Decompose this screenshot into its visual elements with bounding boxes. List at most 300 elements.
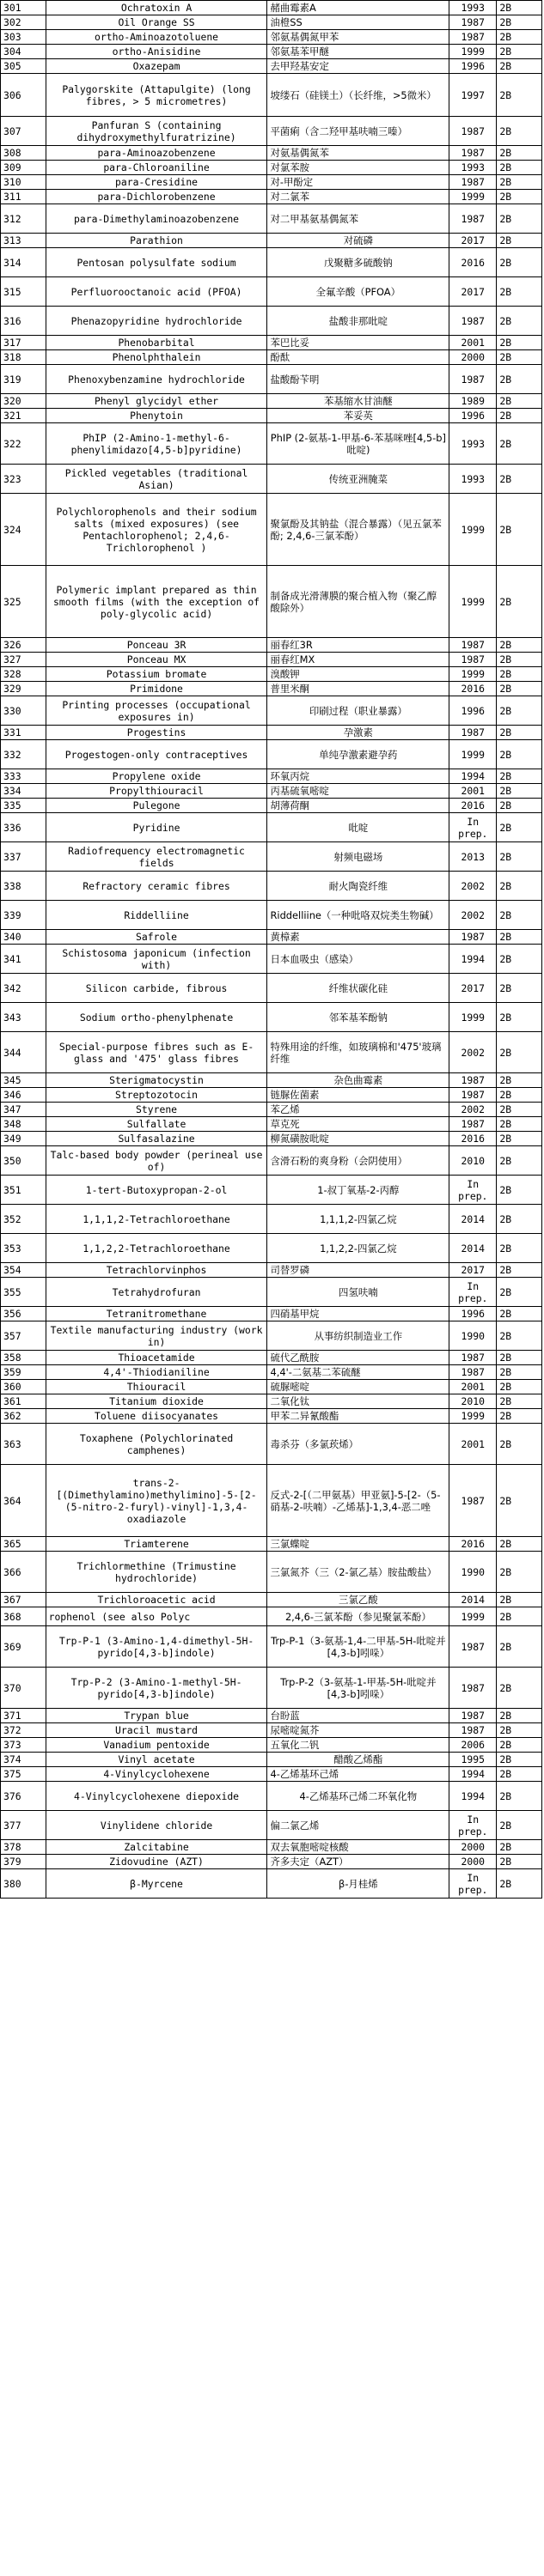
agent-english-name: Schistosoma japonicum (infection with) — [46, 945, 267, 974]
agent-english-name: Panfuran S (containing dihydroxymethylfuratrizine) — [46, 117, 267, 146]
table-row — [1, 1234, 542, 1263]
iarc-group: 2B — [497, 190, 542, 204]
evaluation-year: 1987 — [449, 365, 497, 394]
evaluation-year: 1999 — [449, 1003, 497, 1032]
agent-chinese-name: 坡缕石（硅镁土）（长纤维，>5微米） — [267, 74, 449, 117]
iarc-group: 2B — [497, 1552, 542, 1593]
iarc-group: 2B — [497, 494, 542, 566]
agent-chinese-name: 对硫磷 — [267, 234, 449, 248]
row-number: 330 — [1, 696, 46, 726]
row-number: 347 — [1, 1103, 46, 1117]
agent-english-name: Phenobarbital — [46, 336, 267, 350]
evaluation-year: 2016 — [449, 682, 497, 696]
agent-chinese-name: PhIP (2-氨基-1-甲基-6-苯基咪唑[4,5-b]吡啶) — [267, 423, 449, 465]
iarc-group: 2B — [497, 1409, 542, 1424]
iarc-group: 2B — [497, 248, 542, 277]
iarc-group: 2B — [497, 653, 542, 667]
row-number: 372 — [1, 1723, 46, 1738]
evaluation-year: 2017 — [449, 974, 497, 1003]
table-row — [1, 15, 542, 30]
iarc-group: 2B — [497, 1767, 542, 1782]
row-number: 309 — [1, 161, 46, 175]
agent-chinese-name: 草克死 — [267, 1117, 449, 1132]
evaluation-year: 2016 — [449, 248, 497, 277]
evaluation-year: 2010 — [449, 1394, 497, 1409]
table-row — [1, 1146, 542, 1176]
iarc-group: 2B — [497, 365, 542, 394]
agent-english-name: Ponceau 3R — [46, 638, 267, 653]
iarc-group: 2B — [497, 161, 542, 175]
evaluation-year: 1994 — [449, 769, 497, 784]
evaluation-year: 1987 — [449, 307, 497, 336]
table-row — [1, 682, 542, 696]
iarc-group: 2B — [497, 1394, 542, 1409]
evaluation-year: 2014 — [449, 1234, 497, 1263]
iarc-group: 2B — [497, 1380, 542, 1394]
row-number: 304 — [1, 45, 46, 59]
agent-english-name: Silicon carbide, fibrous — [46, 974, 267, 1003]
evaluation-year: 1987 — [449, 1088, 497, 1103]
agent-chinese-name: 赭曲霉素A — [267, 1, 449, 15]
iarc-group: 2B — [497, 146, 542, 161]
agent-chinese-name: 对二氯苯 — [267, 190, 449, 204]
row-number: 374 — [1, 1753, 46, 1767]
agent-english-name: Radiofrequency electromagnetic fields — [46, 842, 267, 872]
iarc-group: 2B — [497, 769, 542, 784]
evaluation-year: 2000 — [449, 350, 497, 365]
agent-chinese-name: 胡薄荷酮 — [267, 799, 449, 813]
row-number: 363 — [1, 1424, 46, 1465]
table-row — [1, 1307, 542, 1321]
iarc-group: 2B — [497, 740, 542, 769]
agent-chinese-name: 对氨基偶氮苯 — [267, 146, 449, 161]
row-number: 360 — [1, 1380, 46, 1394]
iarc-group: 2B — [497, 45, 542, 59]
table-row — [1, 1709, 542, 1723]
row-number: 331 — [1, 726, 46, 740]
row-number: 369 — [1, 1626, 46, 1668]
evaluation-year: 1996 — [449, 409, 497, 423]
iarc-group: 2B — [497, 1032, 542, 1073]
evaluation-year: 1997 — [449, 74, 497, 117]
iarc-group: 2B — [497, 813, 542, 842]
agent-english-name: para-Chloroaniline — [46, 161, 267, 175]
table-row — [1, 465, 542, 494]
row-number: 318 — [1, 350, 46, 365]
row-number: 323 — [1, 465, 46, 494]
agent-english-name: para-Dimethylaminoazobenzene — [46, 204, 267, 234]
agent-chinese-name: 链脲佐菌素 — [267, 1088, 449, 1103]
evaluation-year: 1993 — [449, 161, 497, 175]
table-row — [1, 842, 542, 872]
agent-english-name: Oxazepam — [46, 59, 267, 74]
iarc-group: 2B — [497, 204, 542, 234]
evaluation-year: 1993 — [449, 465, 497, 494]
evaluation-year: 1999 — [449, 1607, 497, 1626]
evaluation-year: 1987 — [449, 930, 497, 945]
agent-english-name: Streptozotocin — [46, 1088, 267, 1103]
table-row — [1, 30, 542, 45]
iarc-group: 2B — [497, 638, 542, 653]
agent-english-name: Pyridine — [46, 813, 267, 842]
row-number: 313 — [1, 234, 46, 248]
evaluation-year: 2016 — [449, 799, 497, 813]
agent-chinese-name: 三氯氮芥（三（2-氯乙基）胺盐酸盐） — [267, 1552, 449, 1593]
agent-chinese-name: 特殊用途的纤维，如玻璃棉和'475'玻璃纤维 — [267, 1032, 449, 1073]
evaluation-year: 1987 — [449, 653, 497, 667]
evaluation-year: 2006 — [449, 1738, 497, 1753]
agent-chinese-name: 4-乙烯基环己烯二环氧化物 — [267, 1782, 449, 1811]
evaluation-year: 2010 — [449, 1146, 497, 1176]
table-row — [1, 1811, 542, 1840]
iarc-group: 2B — [497, 1321, 542, 1351]
row-number: 358 — [1, 1351, 46, 1365]
agent-english-name: Phenazopyridine hydrochloride — [46, 307, 267, 336]
agent-english-name: Talc-based body powder (perineal use of) — [46, 1146, 267, 1176]
row-number: 364 — [1, 1465, 46, 1537]
agent-chinese-name: 对二甲基氨基偶氮苯 — [267, 204, 449, 234]
iarc-group: 2B — [497, 1607, 542, 1626]
agent-english-name: Vinylidene chloride — [46, 1811, 267, 1840]
agent-english-name: Textile manufacturing industry (work in) — [46, 1321, 267, 1351]
agent-english-name: Sterigmatocystin — [46, 1073, 267, 1088]
row-number: 326 — [1, 638, 46, 653]
evaluation-year: 1996 — [449, 59, 497, 74]
iarc-group: 2B — [497, 1351, 542, 1365]
iarc-group: 2B — [497, 930, 542, 945]
agent-chinese-name: 五氧化二钒 — [267, 1738, 449, 1753]
iarc-group: 2B — [497, 1073, 542, 1088]
agent-chinese-name: 含滑石粉的爽身粉（会阴使用） — [267, 1146, 449, 1176]
evaluation-year: 1999 — [449, 667, 497, 682]
agent-chinese-name: 孕激素 — [267, 726, 449, 740]
table-row — [1, 59, 542, 74]
row-number: 359 — [1, 1365, 46, 1380]
evaluation-year: 1987 — [449, 1709, 497, 1723]
agent-chinese-name: 甲苯二异氰酸酯 — [267, 1409, 449, 1424]
agent-chinese-name: 全氟辛酸（PFOA） — [267, 277, 449, 307]
table-row — [1, 1003, 542, 1032]
evaluation-year: 1987 — [449, 1668, 497, 1709]
table-row — [1, 307, 542, 336]
agent-chinese-name: 苯基缩水甘油醚 — [267, 394, 449, 409]
table-row — [1, 1537, 542, 1552]
agent-chinese-name: 盐酸酚苄明 — [267, 365, 449, 394]
agent-chinese-name: 偏二氯乙烯 — [267, 1811, 449, 1840]
agent-english-name: Tetrachlorvinphos — [46, 1263, 267, 1278]
row-number: 378 — [1, 1840, 46, 1855]
iarc-group: 2B — [497, 1132, 542, 1146]
agent-chinese-name: 4,4'-二氨基二苯硫醚 — [267, 1365, 449, 1380]
iarc-group: 2B — [497, 566, 542, 638]
agent-english-name: Thioacetamide — [46, 1351, 267, 1365]
agent-english-name: Trypan blue — [46, 1709, 267, 1723]
agent-chinese-name: 油橙SS — [267, 15, 449, 30]
row-number: 321 — [1, 409, 46, 423]
evaluation-year: 1987 — [449, 1465, 497, 1537]
table-row — [1, 945, 542, 974]
evaluation-year: 1996 — [449, 1307, 497, 1321]
row-number: 345 — [1, 1073, 46, 1088]
iarc-group: 2B — [497, 1869, 542, 1899]
evaluation-year: 1987 — [449, 117, 497, 146]
evaluation-year: 1987 — [449, 1365, 497, 1380]
agent-chinese-name: 邻苯基苯酚钠 — [267, 1003, 449, 1032]
agent-chinese-name: 耐火陶瓷纤维 — [267, 872, 449, 901]
evaluation-year: 1987 — [449, 204, 497, 234]
iarc-group: 2B — [497, 307, 542, 336]
row-number: 375 — [1, 1767, 46, 1782]
agent-chinese-name: 三氯乙酸 — [267, 1593, 449, 1607]
table-row — [1, 930, 542, 945]
evaluation-year: 1987 — [449, 726, 497, 740]
table-row — [1, 74, 542, 117]
iarc-group: 2B — [497, 15, 542, 30]
table-row — [1, 1088, 542, 1103]
agent-english-name: Triamterene — [46, 1537, 267, 1552]
row-number: 301 — [1, 1, 46, 15]
carcinogen-table-body — [1, 1, 542, 1899]
iarc-group: 2B — [497, 409, 542, 423]
row-number: 305 — [1, 59, 46, 74]
iarc-group: 2B — [497, 175, 542, 190]
agent-english-name: Potassium bromate — [46, 667, 267, 682]
agent-chinese-name: 酚酞 — [267, 350, 449, 365]
row-number: 365 — [1, 1537, 46, 1552]
agent-english-name: para-Aminoazobenzene — [46, 146, 267, 161]
agent-english-name: Trp-P-2 (3-Amino-1-methyl-5H-pyrido[4,3-b]indole) — [46, 1668, 267, 1709]
agent-chinese-name: 平菌痢（含二羟甲基呋喃三嗪） — [267, 117, 449, 146]
agent-chinese-name: 戊聚糖多硫酸钠 — [267, 248, 449, 277]
agent-chinese-name: 印刷过程（职业暴露） — [267, 696, 449, 726]
agent-chinese-name: 四氢呋喃 — [267, 1278, 449, 1307]
agent-chinese-name: 丙基硫氧嘧啶 — [267, 784, 449, 799]
iarc-group: 2B — [497, 842, 542, 872]
agent-english-name: Trichloroacetic acid — [46, 1593, 267, 1607]
row-number: 312 — [1, 204, 46, 234]
table-row — [1, 117, 542, 146]
evaluation-year: 1987 — [449, 30, 497, 45]
row-number: 362 — [1, 1409, 46, 1424]
agent-english-name: Styrene — [46, 1103, 267, 1117]
agent-english-name: Polychlorophenols and their sodium salts (mixed exposures) (see Pentachlorophenol; 2,4,6-Trichlorophenol ) — [46, 494, 267, 566]
table-row — [1, 161, 542, 175]
iarc-group: 2B — [497, 1205, 542, 1234]
iarc-group: 2B — [497, 945, 542, 974]
iarc-group: 2B — [497, 1117, 542, 1132]
iarc-group: 2B — [497, 1176, 542, 1205]
row-number: 329 — [1, 682, 46, 696]
row-number: 354 — [1, 1263, 46, 1278]
table-row — [1, 1782, 542, 1811]
agent-chinese-name: 传统亚洲腌菜 — [267, 465, 449, 494]
table-row — [1, 1117, 542, 1132]
agent-chinese-name: 普里米酮 — [267, 682, 449, 696]
table-row — [1, 740, 542, 769]
table-row — [1, 1738, 542, 1753]
evaluation-year: 2002 — [449, 1103, 497, 1117]
agent-chinese-name: 吡啶 — [267, 813, 449, 842]
agent-english-name: ortho-Anisidine — [46, 45, 267, 59]
iarc-group: 2B — [497, 667, 542, 682]
row-number: 352 — [1, 1205, 46, 1234]
table-row — [1, 1351, 542, 1365]
table-row — [1, 175, 542, 190]
iarc-group: 2B — [497, 1263, 542, 1278]
row-number: 308 — [1, 146, 46, 161]
evaluation-year: 2001 — [449, 1380, 497, 1394]
iarc-group: 2B — [497, 1723, 542, 1738]
table-row — [1, 1321, 542, 1351]
row-number: 327 — [1, 653, 46, 667]
table-row — [1, 1767, 542, 1782]
agent-chinese-name: 四硝基甲烷 — [267, 1307, 449, 1321]
row-number: 335 — [1, 799, 46, 813]
iarc-group: 2B — [497, 1593, 542, 1607]
row-number: 314 — [1, 248, 46, 277]
agent-chinese-name: 1,1,1,2-四氯乙烷 — [267, 1205, 449, 1234]
agent-chinese-name: 对氯苯胺 — [267, 161, 449, 175]
agent-english-name: para-Dichlorobenzene — [46, 190, 267, 204]
table-row — [1, 1263, 542, 1278]
row-number: 319 — [1, 365, 46, 394]
row-number: 342 — [1, 974, 46, 1003]
table-row — [1, 1103, 542, 1117]
evaluation-year: 1994 — [449, 1782, 497, 1811]
row-number: 355 — [1, 1278, 46, 1307]
agent-english-name: 4,4'-Thiodianiline — [46, 1365, 267, 1380]
agent-english-name: Safrole — [46, 930, 267, 945]
agent-english-name: rophenol (see also Polyc — [46, 1607, 267, 1626]
table-row — [1, 409, 542, 423]
agent-english-name: Ponceau MX — [46, 653, 267, 667]
row-number: 341 — [1, 945, 46, 974]
agent-chinese-name: 聚氯酚及其钠盐（混合暴露）（见五氯苯酚; 2,4,6-三氯苯酚） — [267, 494, 449, 566]
agent-english-name: Thiouracil — [46, 1380, 267, 1394]
table-row — [1, 974, 542, 1003]
evaluation-year: 2001 — [449, 784, 497, 799]
iarc-group: 2B — [497, 1840, 542, 1855]
iarc-group: 2B — [497, 1003, 542, 1032]
row-number: 371 — [1, 1709, 46, 1723]
agent-english-name: Tetranitromethane — [46, 1307, 267, 1321]
row-number: 353 — [1, 1234, 46, 1263]
iarc-group: 2B — [497, 1782, 542, 1811]
table-row — [1, 365, 542, 394]
evaluation-year: 1993 — [449, 1, 497, 15]
agent-chinese-name: 硫代乙酰胺 — [267, 1351, 449, 1365]
agent-chinese-name: 盐酸非那吡啶 — [267, 307, 449, 336]
row-number: 333 — [1, 769, 46, 784]
agent-english-name: 1,1,1,2-Tetrachloroethane — [46, 1205, 267, 1234]
iarc-group: 2B — [497, 350, 542, 365]
agent-chinese-name: 1,1,2,2-四氯乙烷 — [267, 1234, 449, 1263]
agent-english-name: Ochratoxin A — [46, 1, 267, 15]
table-row — [1, 769, 542, 784]
evaluation-year: 1994 — [449, 1767, 497, 1782]
table-row — [1, 1424, 542, 1465]
table-row — [1, 1032, 542, 1073]
agent-chinese-name: 丽春红3R — [267, 638, 449, 653]
agent-english-name: Vanadium pentoxide — [46, 1738, 267, 1753]
row-number: 310 — [1, 175, 46, 190]
evaluation-year: 1987 — [449, 1626, 497, 1668]
evaluation-year: In prep. — [449, 1278, 497, 1307]
agent-english-name: Polymeric implant prepared as thin smooth films (with the exception of poly-glycolic acid) — [46, 566, 267, 638]
evaluation-year: 1995 — [449, 1753, 497, 1767]
iarc-group: 2B — [497, 1088, 542, 1103]
table-row — [1, 1668, 542, 1709]
agent-english-name: Phenolphthalein — [46, 350, 267, 365]
row-number: 311 — [1, 190, 46, 204]
agent-chinese-name: 司替罗磷 — [267, 1263, 449, 1278]
row-number: 367 — [1, 1593, 46, 1607]
agent-chinese-name: Trp-P-2（3-氨基-1-甲基-5H-吡啶并[4,3-b]吲哚） — [267, 1668, 449, 1709]
agent-english-name: 4-Vinylcyclohexene — [46, 1767, 267, 1782]
agent-english-name: Refractory ceramic fibres — [46, 872, 267, 901]
row-number: 338 — [1, 872, 46, 901]
row-number: 373 — [1, 1738, 46, 1753]
row-number: 379 — [1, 1855, 46, 1869]
agent-chinese-name: 反式-2-[（二甲氨基）甲亚氨]-5-[2-（5-硝基-2-呋喃）-乙烯基]-1,3,4-恶二唑 — [267, 1465, 449, 1537]
evaluation-year: 2002 — [449, 1032, 497, 1073]
evaluation-year: 2017 — [449, 234, 497, 248]
agent-english-name: Palygorskite (Attapulgite) (long fibres, > 5 micrometres) — [46, 74, 267, 117]
evaluation-year: 1987 — [449, 638, 497, 653]
iarc-group: 2B — [497, 901, 542, 930]
agent-chinese-name: 丽春红MX — [267, 653, 449, 667]
row-number: 339 — [1, 901, 46, 930]
agent-english-name: Special-purpose fibres such as E-glass and '475' glass fibres — [46, 1032, 267, 1073]
iarc-group: 2B — [497, 465, 542, 494]
table-row — [1, 423, 542, 465]
iarc-group: 2B — [497, 59, 542, 74]
table-row — [1, 1626, 542, 1668]
table-row — [1, 901, 542, 930]
row-number: 334 — [1, 784, 46, 799]
iarc-group: 2B — [497, 30, 542, 45]
evaluation-year: 2016 — [449, 1537, 497, 1552]
table-row — [1, 45, 542, 59]
row-number: 307 — [1, 117, 46, 146]
agent-chinese-name: Riddelliine（一种吡咯双烷类生物碱） — [267, 901, 449, 930]
iarc-group: 2B — [497, 394, 542, 409]
agent-chinese-name: 日本血吸虫（感染） — [267, 945, 449, 974]
row-number: 351 — [1, 1176, 46, 1205]
agent-english-name: 1-tert-Butoxypropan-2-ol — [46, 1176, 267, 1205]
agent-chinese-name: 毒杀芬（多氯莰烯） — [267, 1424, 449, 1465]
table-row — [1, 1840, 542, 1855]
agent-english-name: Riddelliine — [46, 901, 267, 930]
row-number: 366 — [1, 1552, 46, 1593]
table-row — [1, 1278, 542, 1307]
agent-chinese-name: β-月桂烯 — [267, 1869, 449, 1899]
agent-chinese-name: 溴酸钾 — [267, 667, 449, 682]
table-row — [1, 1380, 542, 1394]
evaluation-year: 1989 — [449, 394, 497, 409]
evaluation-year: 1996 — [449, 696, 497, 726]
table-row — [1, 653, 542, 667]
evaluation-year: 1993 — [449, 423, 497, 465]
iarc-group: 2B — [497, 1709, 542, 1723]
table-row — [1, 394, 542, 409]
agent-english-name: Toluene diisocyanates — [46, 1409, 267, 1424]
agent-chinese-name: 二氧化钛 — [267, 1394, 449, 1409]
agent-chinese-name: Trp-P-1（3-氨基-1,4-二甲基-5H-吡啶并[4,3-b]吲哚） — [267, 1626, 449, 1668]
agent-english-name: Pulegone — [46, 799, 267, 813]
evaluation-year: 1987 — [449, 146, 497, 161]
table-row — [1, 1723, 542, 1738]
